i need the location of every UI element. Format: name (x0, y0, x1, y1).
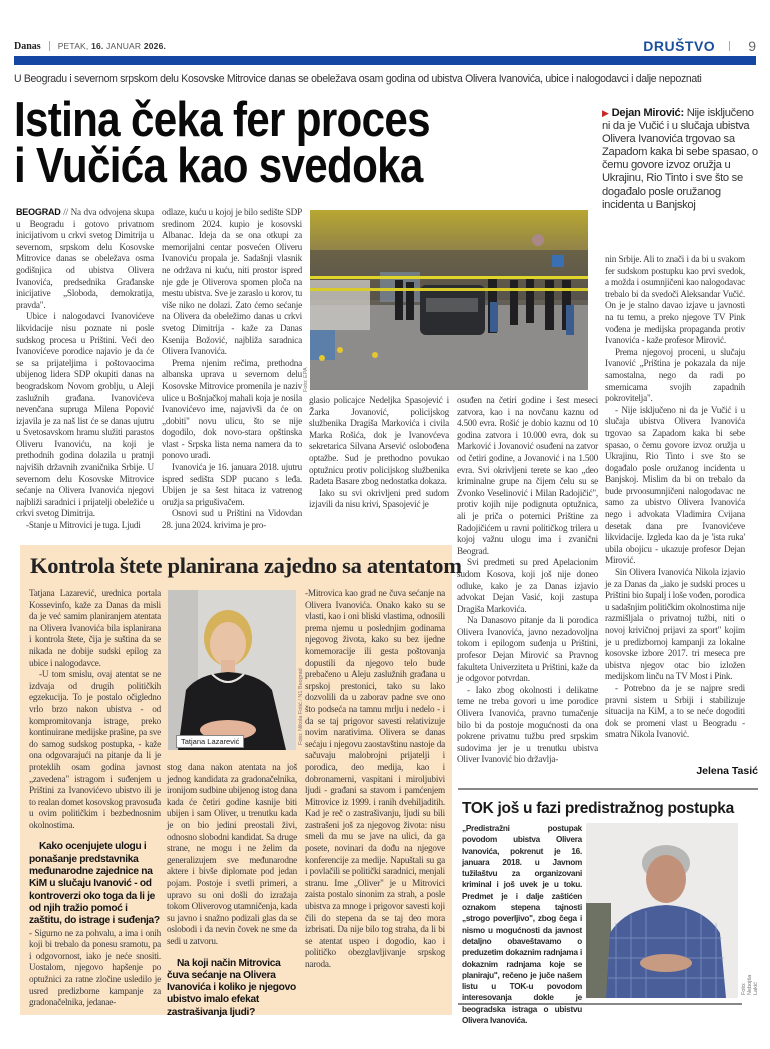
sidebar-column-2 (167, 762, 297, 1019)
article-paragraph: Ivanovića je 16. januara 2018. ujutru ispred sedišta SDP pucano s leđa. Ubijen je sa šest hitaca iz vatrenog oružja sa prigušivačem. (162, 462, 302, 507)
portrait-image (586, 823, 738, 998)
interview-answer-1: - Sigurno ne za pohvalu, a ima i onih koji bi trebalo da ponesu sramotu, pa i odgovornost, iako je neće snositi. Uostalom, njegovo hapšenje po optužnici za ratne zločine usledilo je usred predizborne kampanje za gradonačelnika, jedanae- (29, 927, 161, 1008)
headline-line-2: i Vučića kao svedoka (14, 139, 423, 193)
article-kicker: U Beogradu i severnom srpskom delu Kosovske Mitrovice danas se obeležava osam godina od ubistva Olivera Ivanovića, ubice i nalogodavci i dalje nepoznati (14, 73, 702, 85)
article-headline (14, 93, 496, 193)
article-paragraph: nin Srbije. Ali to znači i da bi u svakom fer sudskom postupku kao prvi svedok, a možda i osumnjičeni kao nalogodavac trebalo bi da svedoči Aleksandar Vučić. On je je stalno davao izjave u javnosti na tu temu, a preko njegove TV Pink vođena je medijska propaganda protiv Ivanovića - kaže profesor Mirović. (605, 254, 745, 346)
article-paragraph: -Stanje u Mitrovici je tuga. Ljudi (26, 520, 141, 531)
dateline-separator: // (63, 207, 68, 217)
date-month: JANUAR (106, 41, 142, 51)
date-weekday: PETAK, (57, 41, 89, 51)
headline-line-1: Istina čeka fer proces (14, 93, 430, 147)
section-divider (458, 788, 758, 790)
article-paragraph: Iako su svi okrivljeni pred sudom izjavili da nisu krivi, Spasojević je (309, 487, 449, 510)
section-label: DRUŠTVO (643, 38, 716, 54)
triangle-bullet-icon: ▶ (602, 108, 609, 118)
photo-caption: Tatjana Lazarević (176, 735, 244, 748)
article-paragraph: Na Danasovo pitanje da li porodica Olivera Ivanovića, javno nezadovoljna tokom i epilogom suđenja u Prištini, profesor Dejan Mirović sa Pravnog fakulteta Univerziteta u Prištini, kaže da je odgovor potvrdan. (457, 615, 598, 684)
pull-quote (602, 107, 762, 212)
portrait-image (168, 590, 296, 750)
photo-credit: Foto: EPA (303, 367, 309, 392)
article-paragraph: Osnovi sud u Prištini na Vidovdan 28. juna 2024. krivima je pro- (162, 508, 302, 531)
crime-scene-image (310, 210, 588, 390)
tatjana-lazarevic-photo (168, 590, 296, 750)
sidebar-paragraph: Tatjana Lazarević, urednica portala Kossevinfo, kaže za Danas da misli da je već samim planiranjem atentata na Olivera Ivanovića bila isplanirana i kontrola štete, čija je suština da se nikada ne dobije sudski epilog za ubice i nalogodavce. (29, 588, 161, 668)
article-paragraph: odlaze, kuću u kojoj je bilo sedište SDP sredinom 2024. kupio je kosovski Albanac. Ideja da se ona otkupi za memorijalni centar posvećen Oliveru Ivanoviću propala je. Sadašnji vlasnik ne održava ni kuću, niti prostor ispred nje gde je Oliverova spomen ploča na mestu ubistva. Sve je zaraslo u korov, tu više niko ne dolazi. Zato ćemo sećanje na Olivera da obeležimo danas u crkvi svetog Dimitrija - kaže za Danas Ksenija Božović, najbliža saradnica Olivera Ivanovića. (162, 207, 302, 357)
article-paragraph (16, 207, 154, 311)
header-divider (49, 41, 50, 51)
article-paragraph: - Iako zbog okolnosti i delikatne teme ne treba govori u ime porodice Olivera Ivanovića, pravno tumačenje bilo bi da postoje mogućnosti da ona pokrene privatnu tužbu pred srpskim sudovima jer je u trenutku ubistva Oliver Ivanović bio državlja- (457, 684, 598, 765)
photo-credit: Foto: Nebojša Lakić (741, 974, 759, 995)
article-paragraph: osuđen na četiri godine i šest meseci zatvora, kao i na novčanu kaznu od 4.500 evra. Rošić je dobio kaznu od 10 godina zatvora i 10.000 evra, dok su Marković i Jovanović osuđeni na zatvor od četiri godine, a Jovanović i na 1.500 evra. Svi okrivljeni terete se kao „deo kriminalne grupe na čijem čelu su se Zvonko Veselinović i Milan Radojičić", protiv kojih nije podignuta optužnica, ali je priča o poternici Prištine za Radojičićem u ravni političkog trilera u kojoj važnu ulogu ima i zvanični Beograd. (457, 395, 598, 556)
article-paragraph: - Potrebno da je se najpre sredi pravni sistem u Srbiji i stabilizuje situacija na KiM, a to se neće dogoditi dok se promeni vlast u Beogradu - smatra Nikola Ivanović. (605, 682, 745, 740)
sidebar-paragraph: -Mitrovica kao grad ne čuva sećanje na Olivera Ivanovića. Onako kako su se vlasti, kao i oni bliski vlastima, odnosili prema njemu u poslednjim godinama njegovog života, kako su bez ijedne komemoracije ili gesta poštovanja dopustili da njegovo telo bude prebačeno u Aleju zaslužnih građana u srpskoj prestonici, tako su lako dozvolili da u zaborav padne sve ono što podseća na tamnu mrlju i nedelo - i da se taj prigovor savesti relativizuje novim narativima. Olivera se danas sećaju i njegovu zaostavštinu nastoje da sačuvaju malobrojni prijatelji i porodica, deo medija, kao i dobronamerni, vaspitani i miroljubivi ljudi - građani sa stavom i pamćenjem Mitrovice iz 1999. i ranih dvehiljaditih. Kad je reč o zastrašivanju, ljudi su bili zastrašeni još za njegovog života: nisu smeli da mu se jave na ulici, da ga posete, novinari da dođu na njegove konferencije za medije. Napuštali su ga i povlačili se politički saradnici, menjali stranu. Ime „Oliver" je u Mitrovici zaista postalo sinonim za strah, a posle ubistva za mnoge i prigovor savesti koji čili do stepena da se taj deo mora izbrisati. Da nije bilo tog straha, da li bi se atentat uspeo i dogodio, kao i političko obezglavljivanje srpskog naroda. (305, 588, 445, 969)
author-byline: Jelena Tasić (696, 765, 758, 777)
article-paragraph: Prema njegovoj proceni, u slučaju Ivanović „Priština je pokazala da nije samostalna, nego da radi po smernicama svojih zapadnih pokrovitelja". (605, 346, 745, 404)
pull-quote-speaker: Dejan Mirović: (611, 107, 684, 119)
article-paragraph: Prema njenim rečima, prethodna albanska uprava u severnom delu Kosovske Mitrovice promenila je naziv ulice u Bošnjačkoj mahali koja je nosila Ivanovićevo ime, najavivši da će on „dobiti" novu ulicu, što se nije dogodilo, dok novo-stara opštinska vlast - Srpska lista nema namera da to ponovo uradi. (162, 357, 302, 461)
sidebar-box-title: Kontrola štete planirana zajedno sa atentatom (30, 553, 462, 578)
tok-box-title: TOK još u fazi predistražnog postupka (462, 800, 734, 817)
page-header (14, 38, 756, 54)
article-column-3 (309, 395, 449, 511)
page-number: 9 (748, 38, 756, 54)
article-paragraph: Ubice i nalogodavci Ivanovićeve likvidacije nisu poznate ni posle sudskog procesa u Prištini. Veći deo Ivanovićeve porodice najavio je da će se sa prijateljima i poštovaocima ubijenog lidera SDP okupiti danas na beogradskom Novom groblju, u Aleji zaslužnih građana. Ivanovićeva nevenčana supruga Milena Popović izjavila je za naš list će se danas ujutru u Svetosavskom hramu služiti parastos Oliveru Ivanoviću, na koji je prethodnih godina dolazila u pratnji najviših državnih zvaničnika Srbije. U severnom delu Kosovske Mitrovice sećanje na Olivera Ivanovića njegovi najbliži saradnici i prijatelji obeležiće u crkvi svetog Dimitrija. (16, 311, 154, 519)
article-column-2 (162, 207, 302, 532)
newspaper-brand: Danas (14, 40, 41, 52)
article-column-4 (457, 395, 598, 766)
article-paragraph: - Nije isključeno ni da je Vučić i u slučaja ubistva Olivera Ivanovića trgovao sa Zapadom kaka bi sebe spasao, o čemu govore izvoz oružja u Ukrajinu, Rio Tinto i sve što se događalo posle oružanog incidenta u Banjskoj. Mislim da bi on trebalo da bude prvoosumnjičeni nalogodavac ne samo za ubistvo Olivera Ivanovića nego i advokata Vladimira Cvijana desetak dana pre Ivanovićeve likvidacije. Izgleda kao da je 'ista ruka' ubila obojicu - ukazuje profesor Dejan Mirović. (605, 404, 745, 566)
article-paragraph: Svi predmeti su pred Apelacionim sudom Kosova, koji još nije doneo odluke, kako je za Danas izjavio advokat Dejan Vasić, koji zastupa Dragiša Markovića. (457, 557, 598, 614)
interview-question-1: Kako ocenjujete ulogu i ponašanje predstavnika međunarodne zajednice na KiM u slučaju Ivanović - od kontroverzi oko toga da li je od njih tražio pomoć i zaštitu, do istrage i suđenja? (29, 841, 160, 927)
article-paragraph: Sin Olivera Ivanovića Nikola izjavio je za Danas da „iako je sudski proces u Prištini bio šupalj i loše vođen, porodica u sadašnjim političkim okolnostima nije razmišljala o privatnoj tužbi, niti o novoj krivičnoj prijavi za sport" kojim je u predizbornoj kampanji za lokalne kosovske izbore 2017. tri meseca pre ubistva njegov otac bio izložen medijskom linču na TV Most i Pink. (605, 567, 745, 682)
article-paragraph: glasio policajce Nedeljka Spasojević i Žarka Jovanović, policijskog službenika Dragiša Markovića i civila Marka Rošića, dok je Ivanovćeva sekretarica Silvana Arsević oslobođena optažbe. Sud je prethodno povukao optužnicu protiv policijskog službenika Radeta Basare zbog nedostatka dokaza. (309, 395, 449, 487)
photo-credit: Foto: Nikola Fotić / N1 Beograd (298, 668, 304, 745)
sidebar-column-1 (29, 588, 161, 1009)
issue-date (58, 41, 166, 51)
date-day: 16. (91, 41, 104, 51)
article-column-5 (605, 254, 745, 741)
header-color-bar (14, 56, 756, 65)
article-column-1 (16, 207, 154, 532)
header-divider (729, 41, 730, 51)
sidebar-paragraph: stog dana nakon atentata na još jednog kandidata za gradonačelnika, ironijom sudbine ubijenog istog dana kada će četiri godine kasnije biti ubijen i sam Oliver, u trenutku kada je on bio jedini preostali živi, odnosno slobodni kandidat. Sa druge strane, ne mogu i ne želim da generalizujem sve međunarodne aktere i bivše diplomate pod jedan pojam. Postoje i svetli primeri, a upravo su oni došli do izražaja tokom Oliverovog utamničenja, kada su javno i snažno podizali glas da se oslobodi i da nevin čovek ne sme da sedi u zatvoru. (167, 762, 297, 946)
interview-question-2: Na koji način Mitrovica čuva sećanje na Olivera Ivanovića i koliko je njegovo ubistvo imalo efekat zastrašivanja ljudi? (167, 957, 296, 1018)
crime-scene-photo (310, 210, 588, 390)
paragraph-text: Na dva odvojena skupa u Beogradu i gotovo privatnom inicijativom u crkvi svetog Dimitrija u severnom, srpskom delu Kosovske Mitrovice danas se obeležava osma godišnjica od ubistva Olivera Ivanovića, predsednika Građanske inicijative „Sloboda, demokratija, pravda". (16, 207, 154, 310)
section-divider (458, 1003, 742, 1005)
tok-box-text: „Predistražni postupak povodom ubistva Olivera Ivanovića, pokrenut je 16. januara 2018. u Javnom tužilaštvu za organizovani kriminal i još uvek je u toku. Predmet je i dalje zaštićen oznakom stepena tajnosti „strogo poverljivo", zbog čega i nismo u mogućnosti da javnost detaljno obaveštavamo o preduzetim dokaznim radnjama i dokaznim radnjama koje se planiraju", rečeno je juče našem listu u TOK-u povodom interesovanja dokle je beogradska istraga o ubistvu Olivera Ivanovića. (462, 824, 582, 1026)
sidebar-paragraph: -U tom smislu, ovaj atentat se ne izdvaja od drugih političkih egzekucija. To je postalo očigledno vrlo brzo nakon ubistva - od kompromitovanja istrage, preko kontinuirane medijske prašine, pa sve do samog sudskog postupka, - kaže ona odgovarajući na pitanje da li je proteklih osam godina javnost „zavedena" istragom i suđenjem u Prištini za Ivanovićevo ubistvo ili je to realan domet kosovskog pravosuđa u ovim političkim i bezbednosnim okolnostima. (29, 669, 161, 830)
dateline: BEOGRAD (16, 207, 61, 217)
oliver-ivanovic-photo (586, 823, 738, 998)
sidebar-column-3 (305, 588, 445, 971)
date-year: 2026. (143, 41, 167, 51)
pull-quote-text: Nije isključeno ni da je Vučić i u slučaja ubistva Olivera Ivanovića trgovao sa Zapadom kaka bi sebe spasao, o čemu govore izvoz oružja u Ukrajinu, Rio Tinto i sve što se događalo posle oružanog incidenta u Banjskoj (602, 107, 758, 211)
